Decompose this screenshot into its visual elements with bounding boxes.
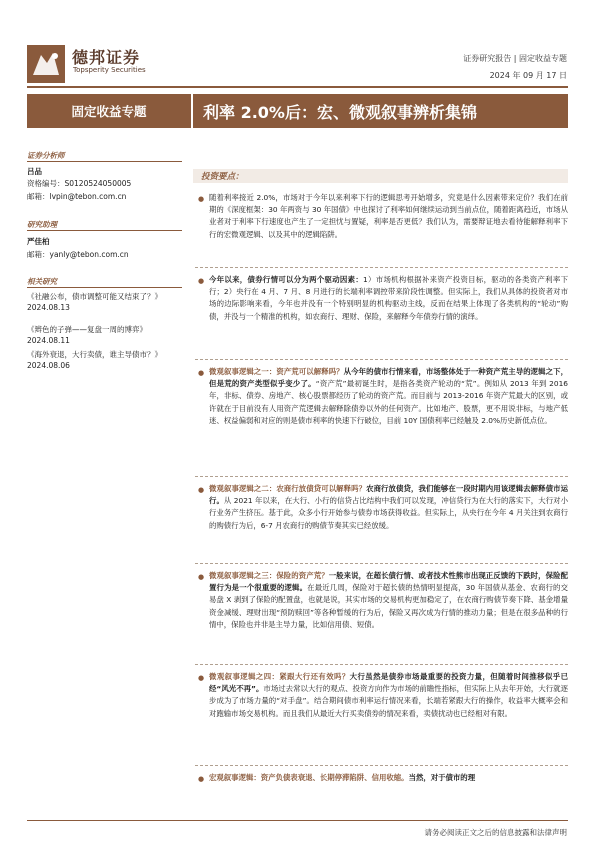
paragraph-body: 在最近几周，保险对于超长债的热情明显提高，30 年国债从基金、农商行的交易盘 X 剥到了保险的配置盘，也就是说，其实市场的交易机构更加稳定了，在农商行购债节奏下降、基金增量资金减缓、理财出现“预防赎回”等各种暂缓的行为后，保险又再次成为行情的推动力量；但是在很多品种的行情中，保险也并非是主导力量，比如信用债、短债。	[209, 583, 568, 629]
paragraph-rural-banks	[209, 483, 568, 532]
paragraph-body: “资产荒”最初诞生时，是指各类资产轮动的“荒”。例如从 2013 年到 2016 年，非标、债券、房地产、核心股票都经历了轮动的资产荒。而目前与 2013-2016 年资产荒最大的区别，或许就在于目前没有人用资产荒逻辑去解释除债券以外的任何资产。比如地产、股票，更不用说非标，与地产低迷、权益偏弱和对应的则是债市利率的快速下行破位，目前 10Y 国债利率已经触及 2.0%历史新低点位。	[209, 379, 568, 425]
analyst-cert: 资格编号：S0120524050005	[27, 179, 132, 188]
logo-company-english: Topsperity Securities	[73, 66, 146, 74]
paragraph-intro: 随着利率接近 2.0%，市场对于今年以来利率下行的逻辑思考开始增多，究竟是什么因素带来定价？我们在前期的《深度框架：30 年两资与 30 年国债》中也探讨了利率如何继续运动到当前点位，随着距离趋近，市场从业者对于利率下行速度也产生了一定担忧与置疑，利率是否更低？我们认为，需要辩证地去看待能解释利率下行的宏微观逻辑、以及其中的逻辑陷阱。	[209, 193, 568, 239]
paragraph-divider	[195, 664, 568, 665]
assistant-email: 邮箱：yanly@tebon.com.cn	[27, 250, 129, 259]
related-item-date: 2024.08.11	[27, 335, 70, 345]
paragraph-divider	[195, 765, 568, 766]
assistant-label: 研究助理	[27, 220, 57, 229]
header-divider	[27, 86, 568, 88]
logo-company-name: 德邦证券	[72, 48, 141, 67]
section-title: 投资要点：	[201, 172, 244, 182]
bullet-icon: ●	[198, 775, 205, 783]
related-item-date: 2024.08.06	[27, 360, 70, 370]
sidebar-divider	[27, 230, 182, 231]
bullet-icon: ●	[198, 277, 205, 285]
related-item	[27, 292, 185, 313]
sidebar-divider	[27, 161, 182, 162]
paragraph-lead: 一般来说，在超长债行情、或者技术性熊市出现正反馈的下跌时，保险配置行为是一个很重要的逻辑。	[209, 571, 568, 593]
bullet-icon: ●	[198, 674, 205, 682]
paragraph-insurance	[209, 570, 568, 631]
sidebar-divider	[27, 287, 182, 288]
footer-divider	[27, 820, 568, 821]
paragraph-heading: 微观叙事逻辑之一：资产荒可以解释吗？	[209, 367, 344, 376]
paragraph-heading: 微观叙事逻辑之三：保险的资产荒？	[209, 571, 329, 580]
paragraph-lead: 大行虽然是债券市场最重要的投资力量，但随着时间推移似乎已经“风光不再”。	[209, 672, 568, 694]
paragraph-body: 1）市场机构根据补来资产投资目标，驱动的各类资产利率下行；2）央行在 4 月、7 月、8 月进行的长端利率调控带来阶段性调整。但实际上，我们从具体的投资者对市场的边际影响来看，今年也并没有一个特别明显的机构驱动主线，反而在结果上体现了各类机构的“轮动”购债，并没与一个精准的机构，如农商行、理财、保险，来解释今年债券行情的演绎。	[209, 275, 568, 321]
paragraph-lead: 从今年的债市行情来看，市场整体处于一种资产荒主导的逻辑之下，但是荒的资产类型似乎变少了。	[209, 367, 568, 389]
related-item	[27, 325, 185, 346]
paragraph-heading: 微观叙事逻辑之四：紧跟大行还有效吗？	[209, 672, 350, 681]
company-logo-icon	[27, 45, 65, 83]
paragraph-asset-shortage	[209, 366, 568, 427]
related-item-title: 《社融公布，债市调整可能又结束了？》	[27, 292, 162, 301]
paragraph-body: 从 2021 年以来，在大行、小行的信贷占比结构中我们可以发现，冲信贷行为在大行的落实下，大行对小行业务产生挤压。基于此，众多小行开始参与债券市场获得收益。但实际上，从央行在今年 4 月关注到农商行的购债行为后，6-7 月农商行的购债节奏其实已经放缓。	[209, 496, 568, 530]
related-item	[27, 350, 185, 371]
related-item-title: 《辫色的子弹——复盘一周的博弈》	[27, 325, 147, 334]
analyst-email: 邮箱：lvpin@tebon.com.cn	[27, 192, 127, 201]
paragraph-divider	[195, 267, 568, 268]
related-item-title: 《海外衰退，大行卖债，谁主导债市？》	[27, 350, 162, 359]
analyst-label: 证券分析师	[27, 151, 65, 160]
paragraph-macro	[209, 772, 568, 784]
footer-disclaimer: 请务必阅读正文之后的信息披露和法律声明	[424, 828, 567, 837]
analyst-name: 吕品	[27, 167, 42, 176]
report-type: 证券研究报告 | 固定收益专题	[463, 54, 567, 63]
paragraph-lead: 今年以来，债券行情可以分为两个驱动因素：	[209, 275, 364, 284]
related-item-date: 2024.08.13	[27, 302, 70, 312]
paragraph-heading: 微观叙事逻辑之二：农商行放债贷可以解释吗？	[209, 484, 367, 493]
report-title: 利率 2.0%后：宏、微观叙事辨析集锦	[193, 94, 568, 128]
section-header	[193, 169, 568, 183]
assistant-name: 严佳柏	[27, 237, 50, 246]
bullet-icon: ●	[198, 195, 205, 203]
paragraph-lead: 当然，对于债市的理	[408, 773, 476, 782]
related-research-label: 相关研究	[27, 277, 57, 286]
paragraph-lead: 农商行放债贷，我们能够在一段时期内用该逻辑去解释债市运行。	[209, 484, 568, 506]
paragraph-big-banks	[209, 671, 568, 720]
paragraph-drivers	[209, 274, 568, 323]
paragraph-heading: 宏观叙事逻辑：资产负债表衰退、长期停滞陷阱、信用收缩。	[209, 773, 409, 782]
bullet-icon: ●	[198, 573, 205, 581]
bullet-icon: ●	[198, 369, 205, 377]
paragraph-divider	[195, 359, 568, 360]
report-date: 2024 年 09 月 17 日	[489, 71, 567, 80]
bullet-icon: ●	[198, 486, 205, 494]
paragraph-body: 市场过去常以大行的观点、投资方向作为市场的前瞻性指标，但实际上从去年开始，大行就逐步成为了市场力量的“对手盘”。结合期间债市利率运行情况来看，长端若紧跟大行的操作，收益率大概率会和对跑输市场交易机构。而且我们从最近大行买卖债券的情况来看，卖债扰动也已经相对有限。	[209, 684, 568, 718]
paragraph-divider	[195, 563, 568, 564]
paragraph-divider	[195, 476, 568, 477]
category-label: 固定收益专题	[27, 94, 191, 128]
